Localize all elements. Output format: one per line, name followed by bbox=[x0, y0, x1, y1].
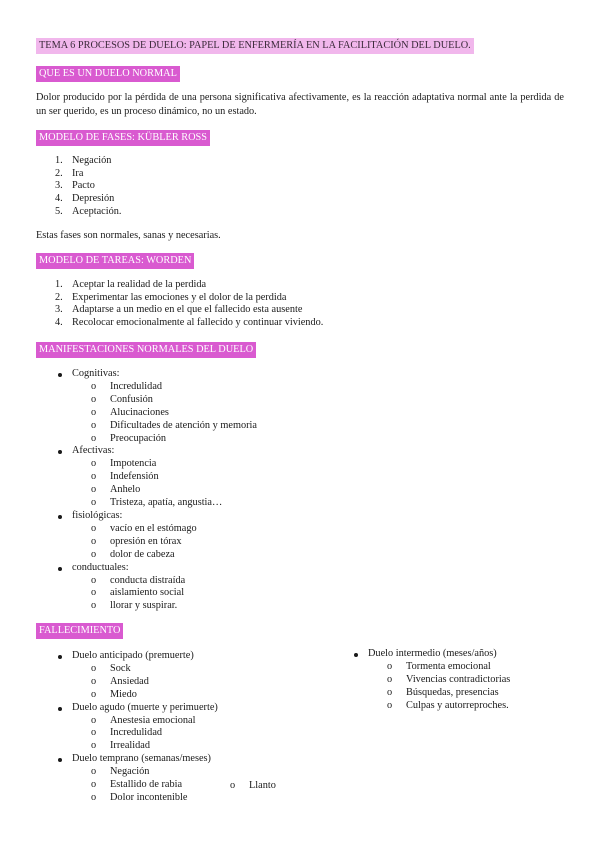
list-item: 3. Adaptarse a un medio en el que el fallecido esta ausente bbox=[55, 304, 303, 316]
bullet-icon bbox=[58, 707, 62, 711]
heading-modelo-tareas: MODELO DE TAREAS: WORDEN bbox=[36, 253, 194, 269]
list-item: o dolor de cabeza bbox=[91, 548, 175, 560]
list-item: o opresión en tórax bbox=[91, 535, 182, 547]
fases-list bbox=[55, 155, 121, 219]
list-item: o aislamiento social bbox=[91, 587, 185, 599]
list-item: Cognitivas: o Incredulidad o Confusión o Alucinaciones o Dificultades de atención y memoria o Preocupación bbox=[55, 368, 257, 445]
list-item: Duelo temprano (semanas/meses) o Negación o Estallido de rabia o Dolor incontenible bbox=[55, 753, 218, 805]
list-item: 1. Negación bbox=[55, 155, 112, 166]
list-item: o Dolor incontenible bbox=[91, 791, 188, 803]
list-item: Duelo agudo (muerte y perimuerte) o Anestesia emocional o Incredulidad o Irrealidad bbox=[55, 702, 218, 754]
bullet-icon bbox=[58, 450, 62, 454]
list-item: conductuales: o conducta distraída o aislamiento social o llorar y suspirar. bbox=[55, 562, 257, 614]
llanto-item: o Llanto bbox=[230, 780, 276, 791]
list-item: Afectivas: o Impotencia o Indefensión o Anhelo o Tristeza, apatía, angustia… bbox=[55, 445, 257, 510]
list-item: Duelo intermedio (meses/años) o Tormenta emocional o Vivencias contradictorias o Búsquedas, presencias o Culpas y autorreproches. bbox=[351, 648, 510, 713]
list-item: fisiológicas: o vacío en el estómago o opresión en tórax o dolor de cabeza bbox=[55, 510, 257, 562]
heading-fallecimiento: FALLECIMIENTO bbox=[36, 623, 123, 639]
list-item: o Confusión bbox=[91, 393, 153, 405]
heading-modelo-fases: MODELO DE FASES: KÜBLER ROSS bbox=[36, 130, 210, 146]
heading-manifestaciones: MANIFESTACIONES NORMALES DEL DUELO bbox=[36, 342, 256, 358]
list-item: o Alucinaciones bbox=[91, 406, 169, 418]
list-item: 3. Pacto bbox=[55, 180, 95, 192]
list-item: o vacío en el estómago bbox=[91, 522, 197, 534]
list-item: 2. Experimentar las emociones y el dolor de la perdida bbox=[55, 291, 287, 303]
list-item: o Preocupación bbox=[91, 432, 167, 444]
list-item: o Negación bbox=[91, 766, 150, 778]
fallecimiento-right-list bbox=[351, 648, 510, 713]
list-item: o conducta distraída bbox=[91, 574, 186, 586]
list-item: o Irrealidad bbox=[91, 740, 151, 752]
fases-note: Estas fases son normales, sanas y necesarias. bbox=[36, 230, 221, 241]
bullet-icon bbox=[58, 567, 62, 571]
manifestaciones-list bbox=[55, 368, 257, 613]
list-item: 2. Ira bbox=[55, 167, 84, 179]
list-item: o Sock bbox=[91, 662, 131, 674]
duelo-normal-text: Dolor producido por la pérdida de una persona significativa afectivamente, es la reacción adaptativa normal ante la perdida de un ser querido, es un proceso dinámico, no un estado. bbox=[36, 92, 564, 117]
list-item: Duelo anticipado (premuerte) o Sock o Ansiedad o Miedo bbox=[55, 650, 218, 702]
tareas-list bbox=[55, 279, 323, 330]
list-item: o Vivencias contradictorias bbox=[387, 673, 511, 685]
heading-duelo-normal: QUE ES UN DUELO NORMAL bbox=[36, 66, 180, 82]
bullet-icon bbox=[58, 655, 62, 659]
list-item: o llorar y suspirar. bbox=[91, 600, 178, 612]
document-title: TEMA 6 PROCESOS DE DUELO: PAPEL DE ENFERMERÍA EN LA FACILITACIÓN DEL DUELO. bbox=[36, 38, 474, 54]
bullet-icon bbox=[58, 758, 62, 762]
list-item: o Anestesia emocional bbox=[91, 714, 196, 726]
list-item: 4. Depresión bbox=[55, 193, 115, 205]
fallecimiento-left-list bbox=[55, 650, 218, 805]
list-item: o Anhelo bbox=[91, 484, 141, 496]
list-item: 4. Recolocar emocionalmente al fallecido y continuar viviendo. bbox=[55, 317, 324, 329]
list-item: o Ansiedad bbox=[91, 675, 149, 687]
list-item: o Tristeza, apatía, angustia… bbox=[91, 497, 223, 509]
list-item: 5. Aceptación. bbox=[55, 205, 122, 217]
list-item: o Tormenta emocional bbox=[387, 660, 491, 672]
list-item: o Dificultades de atención y memoria bbox=[91, 419, 257, 431]
list-item: o Impotencia bbox=[91, 458, 157, 470]
bullet-icon bbox=[58, 373, 62, 377]
list-item: o Estallido de rabia bbox=[91, 779, 183, 791]
list-item: o Incredulidad bbox=[91, 727, 163, 739]
list-item: o Indefensión bbox=[91, 471, 159, 483]
list-item: o Culpas y autorreproches. bbox=[387, 699, 509, 711]
list-item: 1. Aceptar la realidad de la perdida bbox=[55, 279, 207, 290]
list-item: o Búsquedas, presencias bbox=[387, 686, 499, 698]
bullet-icon bbox=[58, 515, 62, 519]
list-item: o Incredulidad bbox=[91, 380, 163, 392]
bullet-icon bbox=[354, 653, 358, 657]
list-item: o Miedo bbox=[91, 688, 137, 700]
